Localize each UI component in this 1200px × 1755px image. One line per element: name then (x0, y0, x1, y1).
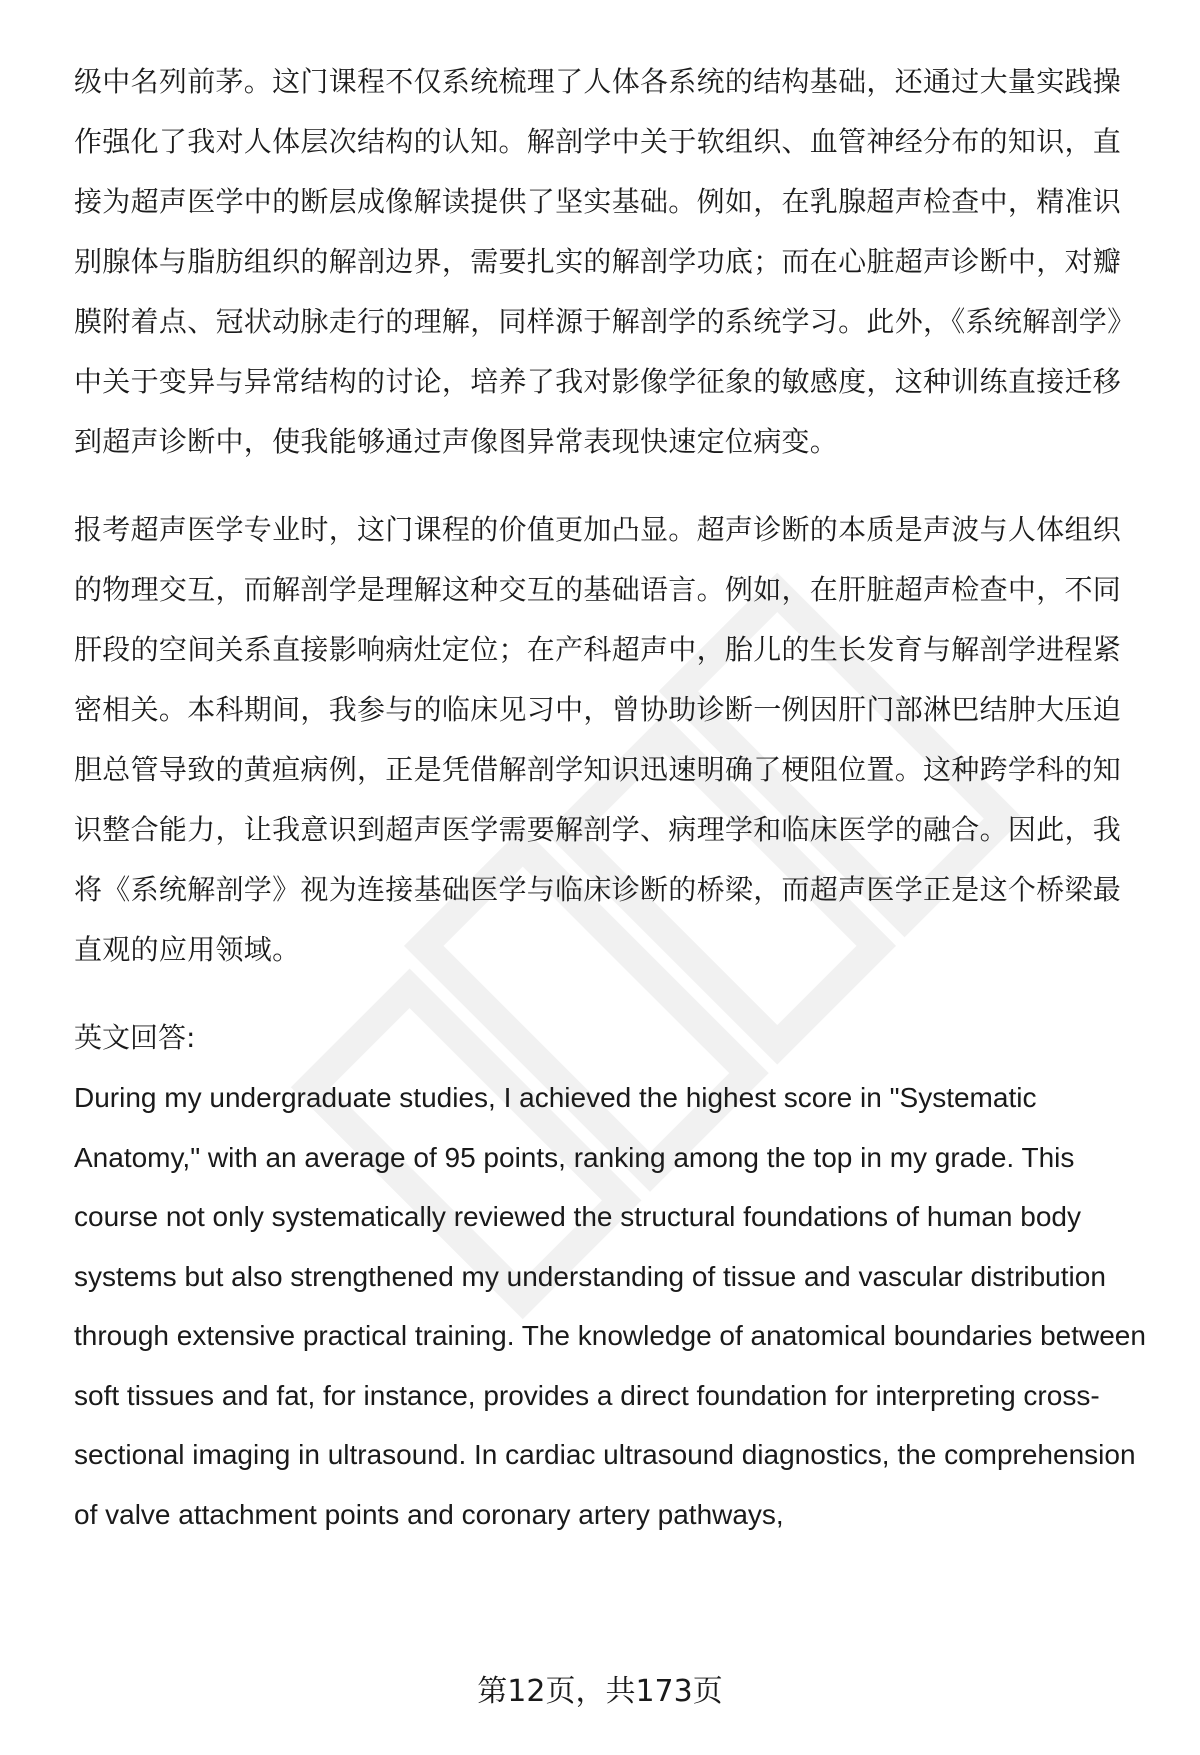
chinese-paragraph-1: 级中名列前茅。这门课程不仅系统梳理了人体各系统的结构基础，还通过大量实践操作强化了我对人体层次结构的认知。解剖学中关于软组织、血管神经分布的知识，直接为超声医学中的断层成像解读提供了坚实基础。例如，在乳腺超声检查中，精准识别腺体与脂肪组织的解剖边界，需要扎实的解剖学功底；而在心脏超声诊断中，对瓣膜附着点、冠状动脉走行的理解，同样源于解剖学的系统学习。此外，《系统解剖学》中关于变异与异常结构的讨论，培养了我对影像学征象的敏感度，这种训练直接迁移到超声诊断中，使我能够通过声像图异常表现快速定位病变。 (74, 65, 1136, 458)
page-number-footer: 第12页，共173页 (477, 1674, 723, 1709)
english-paragraph: During my undergraduate studies, I achieved the highest score in "Systematic Anatomy," with an average of 95 points, ranking among the top in my grade. This course not only systematically reviewed the structural foundations of human body systems but also strengthened my understanding of tissue and vascular distribution through extensive practical training. The knowledge of anatomical boundaries between soft tissues and fat, for instance, provides a direct foundation for interpreting cross-sectional imaging in ultrasound. In cardiac ultrasound diagnostics, the comprehension of valve attachment points and coronary artery pathways, (74, 1082, 1146, 1530)
chinese-paragraph-2: 报考超声医学专业时，这门课程的价值更加凸显。超声诊断的本质是声波与人体组织的物理交互，而解剖学是理解这种交互的基础语言。例如，在肝脏超声检查中，不同肝段的空间关系直接影响病灶定位；在产科超声中，胎儿的生长发育与解剖学进程紧密相关。本科期间，我参与的临床见习中，曾协助诊断一例因肝门部淋巴结肿大压迫胆总管导致的黄疸病例，正是凭借解剖学知识迅速明确了梗阻位置。这种跨学科的知识整合能力，让我意识到超声医学需要解剖学、病理学和临床医学的融合。因此，我将《系统解剖学》视为连接基础医学与临床诊断的桥梁，而超声医学正是这个桥梁最直观的应用领域。 (74, 513, 1122, 966)
document-body (74, 52, 1146, 1544)
english-answer-heading: 英文回答: (74, 1021, 196, 1054)
